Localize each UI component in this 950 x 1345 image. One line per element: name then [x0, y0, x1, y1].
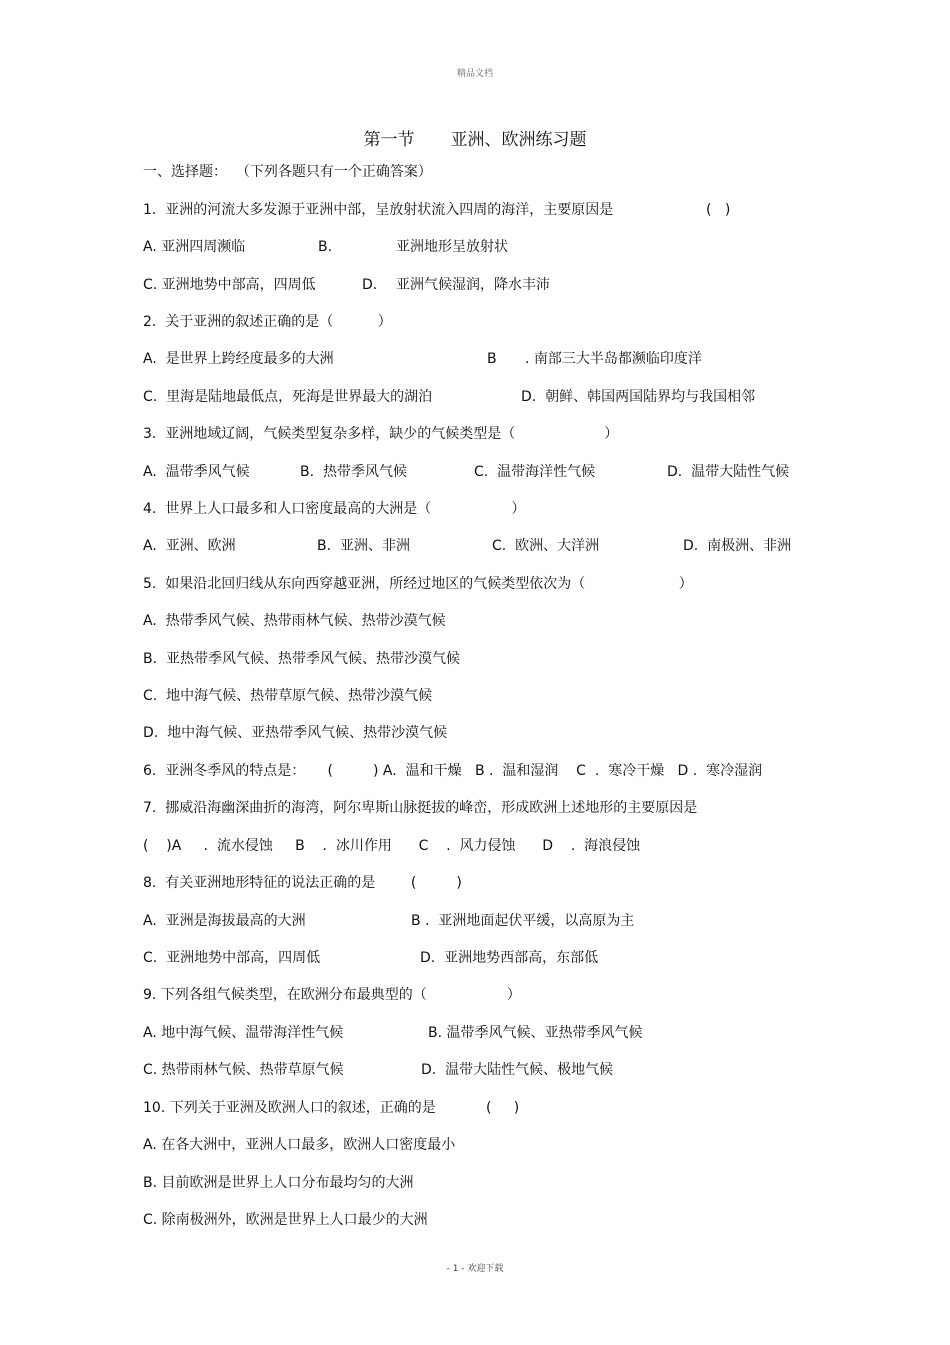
question-5: 5. 如果沿北回归线从东向西穿越亚洲，所经过地区的气候类型依次为（ ） — [143, 576, 693, 592]
q4-option-b: B. 亚洲、非洲 — [317, 538, 410, 554]
q1-option-d-letter: D. — [362, 277, 378, 293]
q9-option-b: B. 温带季风气候、亚热带季风气候 — [428, 1025, 643, 1041]
q4-option-c: C. 欧洲、大洋洲 — [492, 538, 600, 554]
q10-option-c: C. 除南极洲外，欧洲是世界上人口最少的大洲 — [143, 1212, 428, 1228]
q8-option-d: D. 亚洲地势西部高，东部低 — [420, 950, 599, 966]
page-header: 精品文档 — [456, 69, 493, 79]
q4-option-a: A. 亚洲、欧洲 — [143, 538, 236, 554]
question-8: 8. 有关亚洲地形特征的说法正确的是 ( ) — [143, 875, 462, 891]
question-1: 1. 亚洲的河流大多发源于亚洲中部，呈放射状流入四周的海洋，主要原因是 — [143, 202, 614, 218]
q2-option-c: C. 里海是陆地最低点，死海是世界最大的湖泊 — [143, 389, 433, 405]
q2-option-a: A. 是世界上跨经度最多的大洲 — [143, 351, 334, 367]
question-9: 9. 下列各组气候类型，在欧洲分布最典型的（ ） — [143, 987, 521, 1003]
title-topic: 亚洲、欧洲练习题 — [450, 130, 587, 150]
q1-option-d: 亚洲气候湿润，降水丰沛 — [396, 277, 550, 293]
q3-option-c: C. 温带海洋性气候 — [474, 464, 596, 480]
question-6: 6. 亚洲冬季风的特点是： ( ) A. 温和干燥 B . 温和湿润 C . 寒冷干燥 D . 寒冷湿润 — [143, 763, 763, 779]
q5-option-c: C. 地中海气候、热带草原气候、热带沙漠气候 — [143, 688, 433, 704]
q5-option-a: A. 热带季风气候、热带雨林气候、热带沙漠气候 — [143, 613, 446, 629]
q10-option-a: A. 在各大洲中，亚洲人口最多，欧洲人口密度最小 — [143, 1137, 456, 1153]
page-title — [0, 125, 950, 150]
q2-option-d: D. 朝鲜、韩国两国陆界均与我国相邻 — [521, 389, 756, 405]
q5-option-b: B. 亚热带季风气候、热带季风气候、热带沙漠气候 — [143, 651, 460, 667]
question-2: 2. 关于亚洲的叙述正确的是（ ） — [143, 314, 392, 330]
q1-option-c: C. 亚洲地势中部高，四周低 — [143, 277, 316, 293]
q8-option-c: C. 亚洲地势中部高，四周低 — [143, 950, 321, 966]
question-4: 4. 世界上人口最多和人口密度最高的大洲是（ ） — [143, 501, 526, 517]
q3-option-b: B. 热带季风气候 — [300, 464, 407, 480]
question-10: 10. 下列关于亚洲及欧洲人口的叙述，正确的是 — [143, 1100, 436, 1116]
question-10-paren: ( ) — [486, 1100, 520, 1116]
q2-option-b: . 南部三大半岛都濒临印度洋 — [525, 351, 702, 367]
q9-option-a: A. 地中海气候、温带海洋性气候 — [143, 1025, 344, 1041]
question-3: 3. 亚洲地域辽阔，气候类型复杂多样，缺少的气候类型是（ ） — [143, 426, 619, 442]
section-heading: 一、选择题： （下列各题只有一个正确答案） — [143, 164, 432, 180]
q2-option-b-letter: B — [487, 351, 497, 367]
q3-option-a: A. 温带季风气候 — [143, 464, 250, 480]
question-7: 7. 挪威沿海幽深曲折的海湾，阿尔卑斯山脉挺拔的峰峦，形成欧洲上述地形的主要原因是 — [143, 800, 698, 816]
q9-option-d: D. 温带大陆性气候、极地气候 — [421, 1062, 614, 1078]
title-section: 第一节 — [363, 130, 415, 150]
question-1-paren: ( ) — [706, 202, 731, 218]
page-footer: - 1 - 欢迎下载 — [446, 1264, 504, 1274]
q9-option-c: C. 热带雨林气候、热带草原气候 — [143, 1062, 344, 1078]
q3-option-d: D. 温带大陆性气候 — [667, 464, 790, 480]
q8-option-a: A. 亚洲是海拔最高的大洲 — [143, 913, 306, 929]
q1-option-b-letter: B. — [318, 239, 333, 255]
q5-option-d: D. 地中海气候、亚热带季风气候、热带沙漠气候 — [143, 725, 448, 741]
q7-options: ( )A . 流水侵蚀 B . 冰川作用 C . 风力侵蚀 D . 海浪侵蚀 — [143, 838, 641, 854]
q10-option-b: B. 目前欧洲是世界上人口分布最均匀的大洲 — [143, 1175, 414, 1191]
q1-option-b: 亚洲地形呈放射状 — [396, 239, 508, 255]
q4-option-d: D. 南极洲、非洲 — [683, 538, 792, 554]
q8-option-b: B . 亚洲地面起伏平缓，以高原为主 — [411, 913, 635, 929]
q1-option-a: A. 亚洲四周濒临 — [143, 239, 246, 255]
